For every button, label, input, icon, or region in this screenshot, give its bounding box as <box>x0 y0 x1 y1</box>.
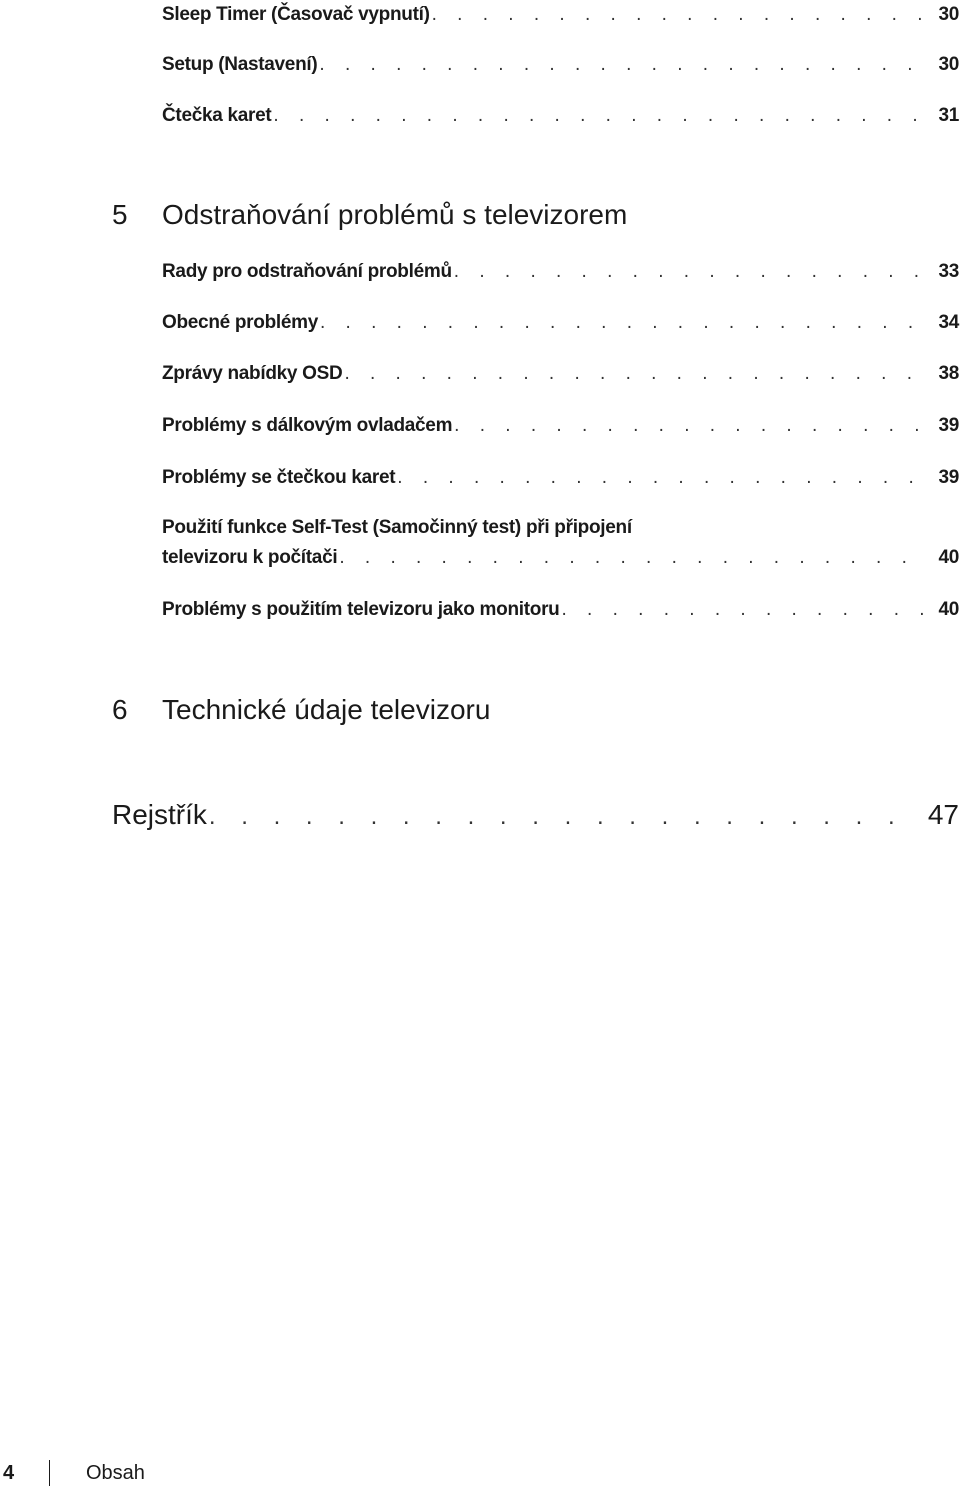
toc-entry-page: 38 <box>938 363 959 384</box>
toc-entry-title: Setup (Nastavení) <box>162 54 318 75</box>
dot-leader <box>209 799 920 835</box>
toc-entry-page: 39 <box>938 415 959 436</box>
toc-entry-index[interactable] <box>112 797 959 835</box>
toc-entry-card-reader[interactable] <box>162 101 959 131</box>
toc-entry-title: Problémy se čtečkou karet <box>162 467 396 488</box>
index-page: 47 <box>927 799 959 830</box>
chapter-title: Odstraňování problémů s televizorem <box>162 199 628 230</box>
toc-entry-card-reader-problems[interactable] <box>162 463 959 493</box>
chapter-6-heading[interactable] <box>112 692 490 728</box>
dot-leader <box>273 101 927 131</box>
toc-entry-title-line2: televizoru k počítači <box>162 547 338 568</box>
chapter-5-heading[interactable] <box>112 197 627 233</box>
chapter-number: 5 <box>112 199 128 230</box>
toc-entry-setup[interactable] <box>162 50 959 80</box>
page-footer <box>0 1458 145 1488</box>
toc-entry-page: 33 <box>938 261 959 282</box>
toc-entry-title: Rady pro odstraňování problémů <box>162 261 452 282</box>
dot-leader <box>320 308 927 338</box>
chapter-title: Technické údaje televizoru <box>162 694 491 725</box>
dot-leader <box>319 50 927 80</box>
toc-entry-page: 30 <box>938 4 959 25</box>
footer-divider <box>49 1460 50 1486</box>
dot-leader <box>454 411 927 441</box>
toc-entry-page: 39 <box>938 467 959 488</box>
footer-section-name: Obsah <box>86 1462 145 1484</box>
dot-leader <box>339 543 927 573</box>
toc-entry-osd-messages[interactable] <box>162 359 959 389</box>
toc-entry-monitor-problems[interactable] <box>162 595 959 625</box>
toc-entry-page: 34 <box>938 312 959 333</box>
toc-entry-troubleshooting-tips[interactable] <box>162 257 959 287</box>
toc-entry-title: Problémy s dálkovým ovladačem <box>162 415 453 436</box>
chapter-number: 6 <box>112 694 128 725</box>
toc-entry-title: Obecné problémy <box>162 312 318 333</box>
toc-entry-page: 40 <box>938 599 959 620</box>
dot-leader <box>344 359 927 389</box>
toc-entry-sleep-timer[interactable] <box>162 0 959 30</box>
toc-entry-page: 31 <box>938 105 959 126</box>
toc-entry-title: Zprávy nabídky OSD <box>162 363 343 384</box>
index-title: Rejstřík <box>112 799 207 830</box>
dot-leader <box>432 0 927 30</box>
dot-leader <box>561 595 927 625</box>
toc-entry-title: Čtečka karet <box>162 105 272 126</box>
toc-entry-title-line1: Použití funkce Self-Test (Samočinný test) při připojení <box>162 517 632 538</box>
dot-leader <box>397 463 927 493</box>
dot-leader <box>454 257 927 287</box>
footer-page-number: 4 <box>3 1462 15 1484</box>
toc-entry-self-test[interactable] <box>162 513 959 573</box>
toc-entry-page: 40 <box>938 547 959 568</box>
toc-entry-title: Sleep Timer (Časovač vypnutí) <box>162 4 430 25</box>
toc-entry-remote-problems[interactable] <box>162 411 959 441</box>
toc-entry-page: 30 <box>938 54 959 75</box>
toc-entry-title: Problémy s použitím televizoru jako monitoru <box>162 599 560 620</box>
toc-entry-general-problems[interactable] <box>162 308 959 338</box>
